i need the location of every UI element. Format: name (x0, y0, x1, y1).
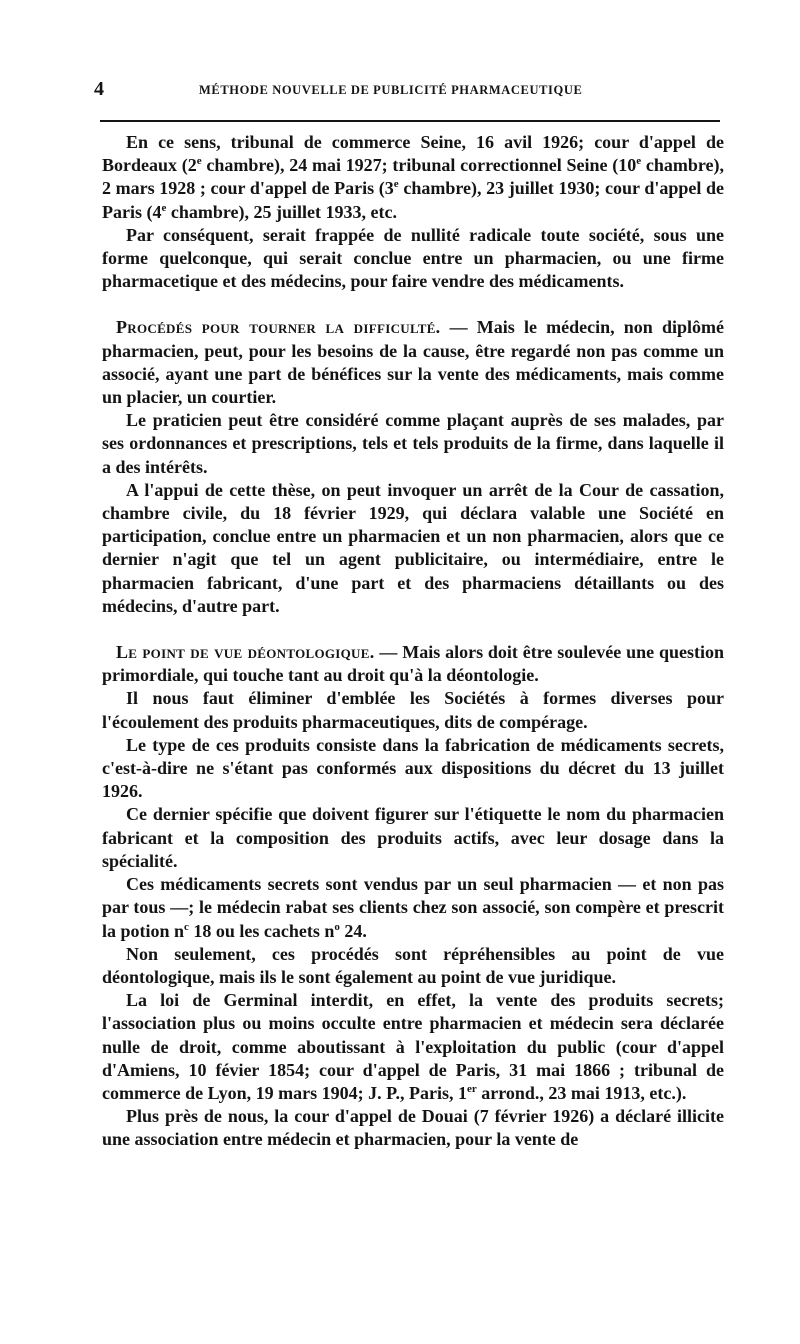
superscript: er (466, 1082, 477, 1095)
paragraph (102, 409, 724, 479)
superscript: e (636, 155, 642, 168)
text-run: chambre), 23 juillet 1930; cour d'appel de Paris (4 (102, 178, 725, 222)
text-run: arrond., 23 mai 1913, etc.). (476, 1082, 687, 1103)
text-run: Ce dernier spécifie que doivent figurer sur l'étiquette le nom du pharmacien fabricant et la composition des produits actifs, avec leur dosage dans la spécialité. (102, 804, 724, 871)
paragraph (102, 224, 724, 294)
superscript: o (334, 920, 340, 933)
paragraph (102, 989, 724, 1105)
text-run: La loi de Germinal interdit, en effet, la vente des produits secrets; l'association plus ou moins occulte entre pharmacien et médecin sera déclarée nulle de droit, comme aboutissant à l'exploitation du public (cour d'appel d'Amiens, 10 févier 1854; cour d'appel de Paris, 31 mai 1866 ; tribunal de commerce de Lyon, 19 mars 1904; J. P., Paris, 1 (102, 990, 724, 1103)
section-paragraph (102, 316, 724, 409)
paragraph (102, 943, 724, 989)
text-run: chambre), 25 juillet 1933, etc. (166, 201, 397, 222)
text-run: En ce sens, tribunal de commerce Seine, 16 avil 1926; cour d'appel de Bordeaux (2 (102, 132, 724, 176)
paragraph (102, 803, 724, 873)
text-run: Plus près de nous, la cour d'appel de Douai (7 février 1926) a déclaré illicite une association entre médecin et pharmacien, pour la vente de (102, 1106, 724, 1150)
paragraph (102, 687, 724, 733)
text-run: 18 ou les cachets n (188, 920, 335, 941)
paragraph (102, 479, 724, 618)
paragraph (102, 1105, 724, 1151)
page-header (94, 78, 724, 102)
section-paragraph (102, 641, 724, 687)
text-run: chambre), 24 mai 1927; tribunal correctionnel Seine (10 (201, 155, 637, 176)
text-run: chambre), 2 mars 1928 ; cour d'appel de Paris (3 (102, 155, 725, 199)
text-run: Il nous faut éliminer d'emblée les Sociétés à formes diverses pour l'écoulement des produits pharmaceutiques, dits de compérage. (102, 688, 724, 732)
text-run: 24. (339, 920, 367, 941)
running-title: MÉTHODE NOUVELLE DE PUBLICITÉ PHARMACEUTIQUE (199, 83, 583, 97)
superscript: c (184, 920, 189, 933)
section-heading: Procédés pour tourner la difficulté. (116, 317, 441, 338)
text-run: Non seulement, ces procédés sont répréhensibles au point de vue déontologique, mais ils le sont également au point de vue juridique. (102, 943, 724, 987)
paragraph (102, 734, 724, 804)
text-run: Le type de ces produits consiste dans la fabrication de médicaments secrets, c'est-à-dire ne s'étant pas conformés aux dispositions du décret du 13 juillet 1926. (102, 734, 724, 802)
text-run: Ces médicaments secrets sont vendus par un seul pharmacien — et non pas par tous —; le médecin rabat ses clients chez son associé, son compère et prescrit la potion n (102, 874, 724, 941)
paragraph (102, 873, 724, 943)
superscript: e (161, 201, 167, 214)
section-heading: Le point de vue déontologique. (116, 642, 375, 663)
page-number: 4 (94, 78, 104, 100)
text-run: — Mais alors doit être soulevée une question primordiale, qui touche tant au droit qu'à la déontologie. (102, 642, 724, 686)
superscript: e (196, 155, 202, 168)
text-run: A l'appui de cette thèse, on peut invoquer un arrêt de la Cour de cassation, chambre civile, du 18 février 1929, qui déclara valable une Société en participation, conclue entre un pharmacien et un non pharmacien, alors que ce dernier n'agit que tel un agent publicitaire, ou intermédiaire, entre le pharmacien fabricant, d'une part et des pharmaciens détaillants ou des médecins, d'autre part. (102, 479, 724, 616)
text-run: Par conséquent, serait frappée de nullité radicale toute société, sous une forme quelconque, qui serait conclue entre un pharmacien, ou une firme pharmacetique et des médecins, pour faire vendre des médicaments. (102, 224, 724, 292)
header-rule (100, 120, 720, 122)
superscript: e (393, 178, 399, 191)
text-run: — Mais le médecin, non diplômé pharmacien, peut, pour les besoins de la cause, être regardé non pas comme un associé, ayant une part de bénéfices sur la vente des médicaments, mais comme un placier, un courtier. (102, 317, 724, 408)
paragraph (102, 131, 724, 224)
body-text (102, 131, 724, 1152)
text-run: Le praticien peut être considéré comme plaçant auprès de ses malades, par ses ordonnances et prescriptions, tels et tels produits de la firme, dans laquelle il a des intérêts. (102, 410, 724, 477)
